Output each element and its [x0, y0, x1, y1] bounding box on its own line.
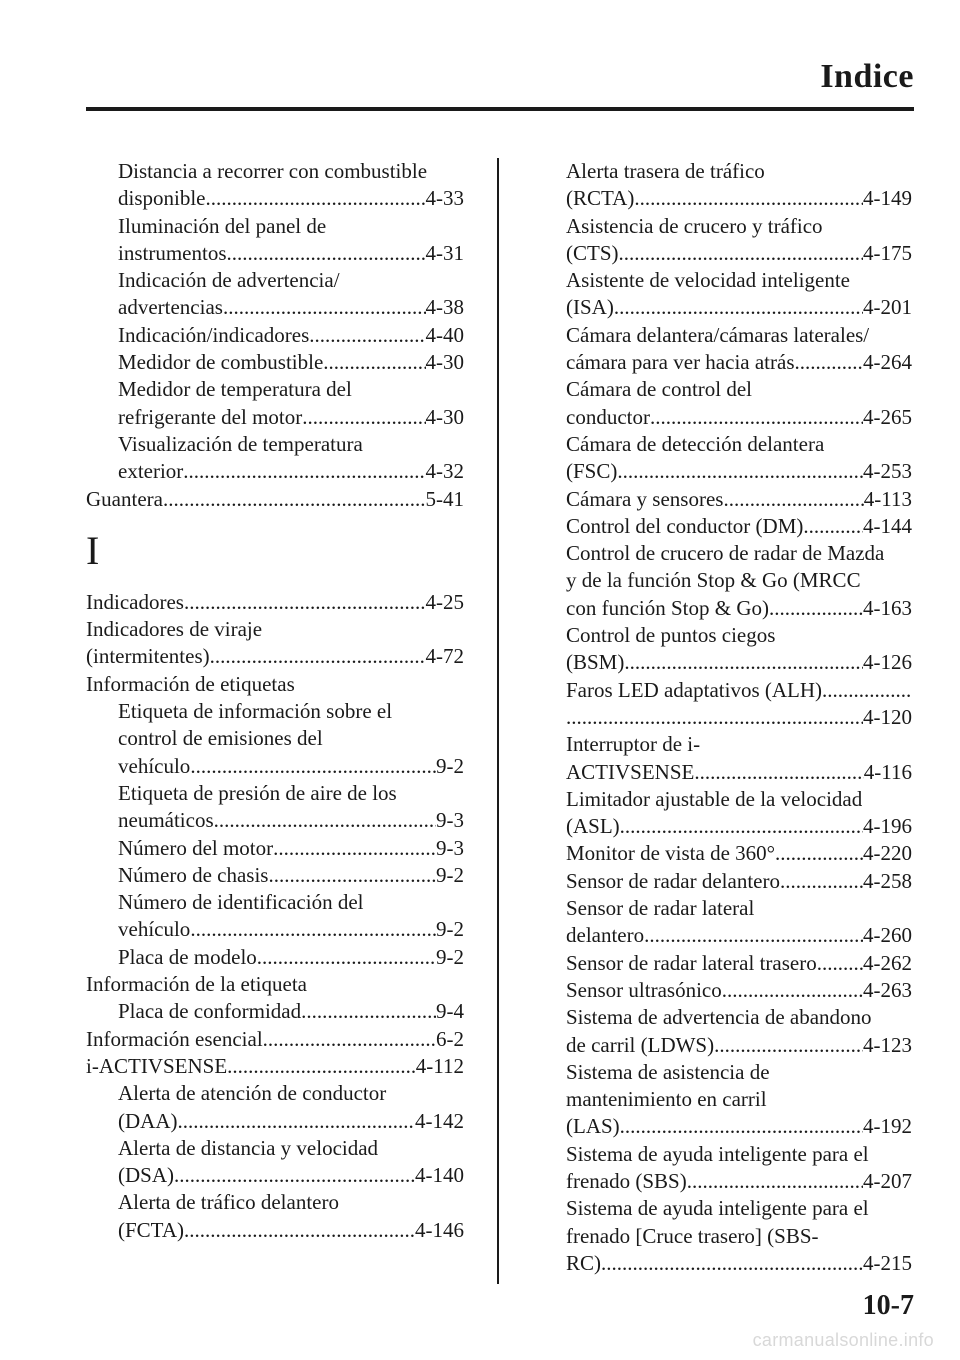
entry-text: (ASL)	[566, 814, 620, 839]
index-entry	[86, 916, 464, 943]
index-entry	[566, 240, 912, 267]
index-entry-line: Indicación de advertencia/	[118, 268, 340, 293]
index-entry-line: Información de la etiqueta	[86, 972, 307, 997]
dot-leader	[163, 486, 426, 513]
entry-page: 4-146	[415, 1217, 464, 1242]
dot-leader	[177, 1108, 415, 1135]
dot-leader	[614, 294, 863, 321]
entry-text: vehículo	[118, 753, 191, 778]
entry-page: 4-258	[863, 868, 912, 893]
entry-page: 4-112	[415, 1053, 464, 1078]
dot-leader	[644, 922, 863, 949]
index-entry	[86, 835, 464, 862]
index-entry	[566, 649, 912, 676]
entry-text: Medidor de combustible	[118, 350, 324, 375]
entry-page: 9-2	[436, 753, 464, 778]
dot-leader	[817, 950, 863, 977]
dot-leader	[694, 759, 863, 786]
index-entry	[566, 486, 912, 513]
dot-leader	[624, 649, 863, 676]
index-entry-line: y de la función Stop & Go (MRCC	[566, 568, 861, 593]
column-divider	[497, 158, 499, 1284]
index-entry	[86, 185, 464, 212]
entry-text: refrigerante del motor	[118, 404, 303, 429]
entry-text: conductor	[566, 404, 650, 429]
dot-leader	[714, 1032, 863, 1059]
entry-page: 4-123	[863, 1032, 912, 1057]
dot-leader	[184, 1217, 415, 1244]
index-entry	[566, 458, 912, 485]
entry-text: (ISA)	[566, 295, 614, 320]
dot-leader	[795, 349, 864, 376]
entry-page: 4-126	[863, 650, 912, 675]
dot-leader	[257, 944, 436, 971]
entry-page: 4-264	[863, 350, 912, 375]
entry-page: 4-207	[863, 1168, 912, 1193]
dot-leader	[174, 1162, 415, 1189]
index-entry	[86, 240, 464, 267]
entry-page: 9-2	[436, 917, 464, 942]
entry-page: 6-2	[436, 1026, 464, 1051]
index-entry-line: Visualización de temperatura	[118, 431, 363, 456]
entry-page: 4-31	[425, 240, 464, 265]
index-entry-line: Alerta de distancia y velocidad	[118, 1135, 379, 1160]
entry-page: 4-40	[425, 322, 464, 347]
entry-page: 9-3	[436, 835, 464, 860]
index-entry-line: Cámara de control del	[566, 377, 753, 402]
index-entry	[566, 1250, 912, 1277]
index-entry	[566, 185, 912, 212]
index-column-left	[86, 158, 464, 1244]
dot-leader	[723, 486, 863, 513]
index-entry	[86, 589, 464, 616]
entry-page: 9-3	[436, 808, 464, 833]
index-entry	[86, 1053, 464, 1080]
dot-leader	[650, 404, 863, 431]
entry-text: frenado (SBS)	[566, 1168, 687, 1193]
entry-text: Sensor de radar delantero	[566, 868, 780, 893]
entry-page: 4-25	[425, 589, 464, 614]
index-entry	[86, 458, 464, 485]
index-entry	[86, 807, 464, 834]
index-entry-line: Iluminación del panel de	[118, 213, 327, 238]
index-entry	[86, 862, 464, 889]
entry-text: Número del motor	[118, 835, 274, 860]
entry-text: (FCTA)	[118, 1217, 184, 1242]
index-entry-line: control de emisiones del	[118, 726, 323, 751]
entry-page: 4-149	[863, 186, 912, 211]
entry-page: 4-201	[863, 295, 912, 320]
dot-leader	[620, 813, 863, 840]
index-entry-line: Número de identificación del	[118, 890, 364, 915]
index-entry	[566, 840, 912, 867]
dot-leader	[803, 513, 863, 540]
entry-text: (DSA)	[118, 1163, 174, 1188]
entry-text: delantero	[566, 923, 645, 948]
dot-leader	[223, 294, 426, 321]
index-entry	[86, 998, 464, 1025]
index-entry	[86, 1162, 464, 1189]
dot-leader	[227, 240, 426, 267]
entry-text: Faros LED adaptativos (ALH)	[566, 677, 823, 702]
index-entry	[86, 1108, 464, 1135]
header-rule	[86, 107, 914, 111]
index-entry-line: Sistema de ayuda inteligente para el	[566, 1196, 869, 1221]
section-letter: I	[86, 527, 100, 573]
entry-page: 4-220	[863, 841, 912, 866]
entry-text: Placa de conformidad	[118, 999, 302, 1024]
entry-text: RC)	[566, 1250, 602, 1275]
entry-text: (FSC)	[566, 459, 618, 484]
dot-leader	[183, 458, 425, 485]
index-entry	[566, 704, 912, 731]
index-entry-line: Sistema de asistencia de	[566, 1059, 770, 1084]
index-entry	[86, 1217, 464, 1244]
index-entry	[566, 868, 912, 895]
entry-text: Monitor de vista de 360°	[566, 841, 776, 866]
index-entry-line: Información de etiquetas	[86, 671, 295, 696]
entry-text: instrumentos	[118, 240, 227, 265]
index-entry	[86, 1026, 464, 1053]
index-entry	[86, 294, 464, 321]
dot-leader	[268, 862, 436, 889]
entry-page: 4-192	[863, 1114, 912, 1139]
index-entry	[86, 349, 464, 376]
entry-text: (LAS)	[566, 1114, 620, 1139]
dot-leader	[775, 840, 863, 867]
dot-leader	[566, 704, 863, 731]
index-entry-line: frenado [Cruce trasero] (SBS-	[566, 1223, 819, 1248]
index-entry	[566, 349, 912, 376]
index-entry-line: Interruptor de i-	[566, 732, 701, 757]
entry-text: vehículo	[118, 917, 191, 942]
index-entry	[566, 813, 912, 840]
entry-text: (BSM)	[566, 650, 625, 675]
entry-text: Guantera	[86, 486, 163, 511]
dot-leader	[214, 807, 436, 834]
index-entry	[86, 486, 464, 513]
index-entry-line: Indicadores de viraje	[86, 617, 263, 642]
dot-leader	[273, 835, 436, 862]
index-entry	[566, 950, 912, 977]
index-entry-line: Control de puntos ciegos	[566, 623, 776, 648]
dot-leader	[263, 1026, 436, 1053]
dot-leader	[822, 677, 912, 704]
entry-page: 4-30	[425, 350, 464, 375]
entry-text: Información esencial	[86, 1026, 263, 1051]
index-entry	[566, 1032, 912, 1059]
page-number: 10-7	[862, 1290, 914, 1321]
index-entry	[566, 513, 912, 540]
index-entry-line: Alerta de tráfico delantero	[118, 1190, 339, 1215]
entry-page: 4-144	[863, 513, 912, 538]
index-entry	[86, 944, 464, 971]
entry-page: 9-2	[436, 862, 464, 887]
dot-leader	[722, 977, 863, 1004]
dot-leader	[301, 998, 436, 1025]
entry-text: cámara para ver hacia atrás	[566, 350, 795, 375]
entry-text: Control del conductor (DM)	[566, 513, 804, 538]
index-entry-line: Sistema de ayuda inteligente para el	[566, 1141, 869, 1166]
index-entry-line: Control de crucero de radar de Mazda	[566, 541, 885, 566]
entry-text: (DAA)	[118, 1108, 178, 1133]
dot-leader	[184, 589, 426, 616]
entry-text: (intermitentes)	[86, 644, 210, 669]
entry-page: 4-120	[863, 704, 912, 729]
entry-page: 4-116	[863, 759, 912, 784]
index-entry-line: Asistente de velocidad inteligente	[566, 268, 850, 293]
entry-page: 4-163	[863, 595, 912, 620]
index-entry-line: Etiqueta de información sobre el	[118, 699, 393, 724]
index-entry-line: Cámara de detección delantera	[566, 431, 825, 456]
index-entry	[566, 922, 912, 949]
entry-text: de carril (LDWS)	[566, 1032, 715, 1057]
entry-page: 4-72	[425, 644, 464, 669]
entry-page: 4-262	[863, 950, 912, 975]
entry-text: Cámara y sensores	[566, 486, 724, 511]
entry-text: con función Stop & Go)	[566, 595, 769, 620]
index-entry-line: Asistencia de crucero y tráfico	[566, 213, 823, 238]
dot-leader	[687, 1168, 863, 1195]
dot-leader	[302, 404, 425, 431]
index-entry	[566, 294, 912, 321]
entry-page: 4-140	[415, 1163, 464, 1188]
index-entry-line: Sensor de radar lateral	[566, 896, 755, 921]
entry-text: i-ACTIVSENSE	[86, 1053, 228, 1078]
dot-leader	[227, 1053, 416, 1080]
entry-page: 4-30	[425, 404, 464, 429]
entry-page: 9-2	[436, 944, 464, 969]
index-entry-line: Alerta de atención de conductor	[118, 1081, 387, 1106]
index-entry	[86, 643, 464, 670]
index-entry	[566, 1168, 912, 1195]
dot-leader	[309, 322, 425, 349]
entry-text: disponible	[118, 186, 206, 211]
dot-leader	[601, 1250, 863, 1277]
entry-text: Sensor de radar lateral trasero	[566, 950, 817, 975]
entry-text: Número de chasis	[118, 862, 269, 887]
index-entry	[566, 677, 912, 704]
entry-page: 4-113	[863, 486, 912, 511]
index-entry-line: Etiqueta de presión de aire de los	[118, 780, 397, 805]
index-entry-line: Cámara delantera/cámaras laterales/	[566, 322, 870, 347]
entry-page: 4-142	[415, 1108, 464, 1133]
index-entry-line: Limitador ajustable de la velocidad	[566, 786, 863, 811]
entry-text: advertencias	[118, 295, 223, 320]
dot-leader	[210, 643, 426, 670]
index-entry-line: Medidor de temperatura del	[118, 377, 352, 402]
index-entry-line: Alerta trasera de tráfico	[566, 159, 765, 183]
index-entry	[566, 1113, 912, 1140]
index-entry	[566, 595, 912, 622]
dot-leader	[206, 185, 426, 212]
entry-page: 4-32	[425, 459, 464, 484]
entry-text: ACTIVSENSE	[566, 759, 695, 784]
entry-text: neumáticos	[118, 808, 214, 833]
index-entry	[86, 753, 464, 780]
entry-text: (RCTA)	[566, 186, 635, 211]
entry-page: 4-38	[425, 295, 464, 320]
entry-text: (CTS)	[566, 240, 619, 265]
dot-leader	[620, 1113, 863, 1140]
entry-page: 4-260	[863, 923, 912, 948]
dot-leader	[769, 595, 863, 622]
entry-page: 4-33	[425, 186, 464, 211]
index-entry-line: Sistema de advertencia de abandono	[566, 1005, 872, 1030]
index-entry-line: Distancia a recorrer con combustible	[118, 159, 428, 183]
entry-text: exterior	[118, 459, 184, 484]
entry-page: 4-263	[863, 977, 912, 1002]
page-title: Indice	[820, 58, 914, 95]
dot-leader	[780, 868, 863, 895]
index-entry-line: mantenimiento en carril	[566, 1087, 767, 1112]
index-entry	[566, 977, 912, 1004]
entry-page: 4-253	[863, 459, 912, 484]
dot-leader	[634, 185, 863, 212]
dot-leader	[190, 916, 436, 943]
entry-page: 4-196	[863, 814, 912, 839]
entry-text: Sensor ultrasónico	[566, 977, 722, 1002]
index-entry	[86, 404, 464, 431]
entry-page: 5-41	[425, 486, 464, 511]
index-column-right	[566, 158, 912, 1277]
entry-text: Placa de modelo	[118, 944, 257, 969]
entry-page: 9-4	[436, 999, 464, 1024]
index-entry	[566, 759, 912, 786]
dot-leader	[190, 753, 436, 780]
watermark: carmanualsonline.info	[752, 1330, 934, 1350]
entry-text: Indicación/indicadores	[118, 322, 310, 347]
entry-page: 4-215	[863, 1250, 912, 1275]
index-entry	[86, 322, 464, 349]
dot-leader	[617, 458, 863, 485]
entry-page: 4-265	[863, 404, 912, 429]
dot-leader	[323, 349, 425, 376]
entry-text: Indicadores	[86, 589, 184, 614]
dot-leader	[619, 240, 864, 267]
index-entry	[566, 404, 912, 431]
entry-page: 4-175	[863, 240, 912, 265]
